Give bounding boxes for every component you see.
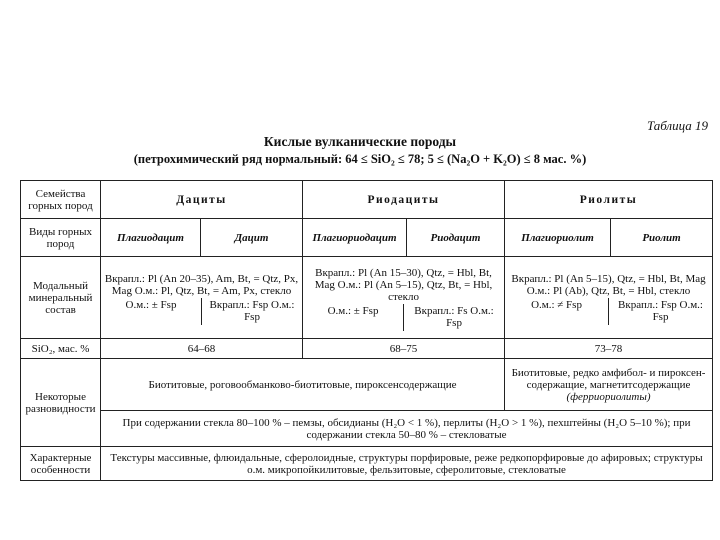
kind-plagioriodacite: Плагиориодацит — [303, 219, 407, 257]
sio2-rhyolites: 73–78 — [505, 339, 713, 359]
sio2-row — [21, 339, 713, 359]
varieties-row-2 — [21, 411, 713, 447]
modal-dacites — [101, 257, 303, 339]
families-header: Семейства горных пород — [21, 181, 101, 219]
features-row — [21, 447, 713, 481]
kinds-header: Виды горных пород — [21, 219, 101, 257]
varieties-row-1 — [21, 359, 713, 411]
varieties-rhyolites-italic: (ферриориолиты) — [566, 390, 651, 403]
modal-rhyolites-left: О.м.: ≠ Fsp — [531, 298, 582, 311]
modal-rhyolites — [505, 257, 713, 339]
kind-plagiorhyolite: Плагиориолит — [505, 219, 611, 257]
modal-rhyolites-right: Вкрапл.: Fsp О.м.: Fsp — [608, 298, 712, 325]
sio2-header: SiO₂, мас. % — [21, 339, 101, 359]
kind-rhyolite: Риолит — [611, 219, 713, 257]
modal-dacites-right: Вкрапл.: Fsp О.м.: Fsp — [201, 298, 302, 325]
varieties-glass: При содержании стекла 80–100 % – пемзы, обсидианы (H₂O < 1 %), перлиты (H₂O > 1 %), пехштейны (H₂O 5–10 %); при содержании стекла 50–80 % – стекловатые — [101, 411, 713, 447]
table-title: Кислые вулканические породы — [263, 134, 457, 149]
modal-row — [21, 257, 713, 339]
modal-riodacites — [303, 257, 505, 339]
family-riodacites: Риодациты — [303, 181, 505, 219]
kind-dacite: Дацит — [201, 219, 303, 257]
sio2-dacites: 64–68 — [101, 339, 303, 359]
modal-rhyolites-phenocrysts: Вкрапл.: Pl (An 5–15), Qtz, = Hbl, Bt, Mag О.м.: Pl (Ab), Qtz, Bt, = Hbl, стекло — [511, 272, 706, 297]
features-header: Характерные особенности — [21, 447, 101, 481]
families-row — [21, 181, 713, 219]
kinds-row — [21, 219, 713, 257]
features-text: Текстуры массивные, флюидальные, сферолоидные, структуры порфировые, реже редкопорфировые до афировых; структуры о.м. микропойкилитовые, фельзитовые, сферолитовые, стекловатые — [101, 447, 713, 481]
modal-dacites-left: О.м.: ± Fsp — [125, 298, 177, 311]
varieties-rhyolites-text: Биотитовые, редко амфибол- и пироксен-содержащие, магнетитсодержащие — [511, 366, 706, 391]
kind-riodacite: Риодацит — [407, 219, 505, 257]
modal-riodacites-right: Вкрапл.: Fs О.м.: Fsp — [403, 304, 504, 331]
family-rhyolites: Риолиты — [505, 181, 713, 219]
rock-table — [20, 180, 713, 481]
sio2-riodacites: 68–75 — [303, 339, 505, 359]
varieties-header: Некоторые разновидности — [21, 359, 101, 447]
modal-header: Модальный минеральный состав — [21, 257, 101, 339]
family-dacites: Дациты — [101, 181, 303, 219]
modal-riodacites-left: О.м.: ± Fsp — [327, 304, 379, 317]
kind-plagiodacite: Плагиодацит — [101, 219, 201, 257]
table-subtitle: (петрохимический ряд нормальный: 64 ≤ SiO₂ ≤ 78; 5 ≤ (Na₂O + K₂O) ≤ 8 мас. %) — [133, 152, 587, 166]
modal-riodacites-phenocrysts: Вкрапл.: Pl (An 15–30), Qtz, = Hbl, Bt, Mag О.м.: Pl (An 5–15), Qtz, Bt, = Hbl, стекло — [314, 266, 493, 303]
varieties-common: Биотитовые, роговообманково-биотитовые, пироксенсодержащие — [101, 359, 505, 411]
table-number: Таблица 19 — [646, 118, 708, 133]
varieties-rhyolites — [505, 359, 713, 411]
modal-dacites-phenocrysts: Вкрапл.: Pl (An 20–35), Am, Bt, = Qtz, Px, Mag О.м.: Pl, Qtz, Bt, = Am, Px, стекло — [104, 272, 299, 297]
